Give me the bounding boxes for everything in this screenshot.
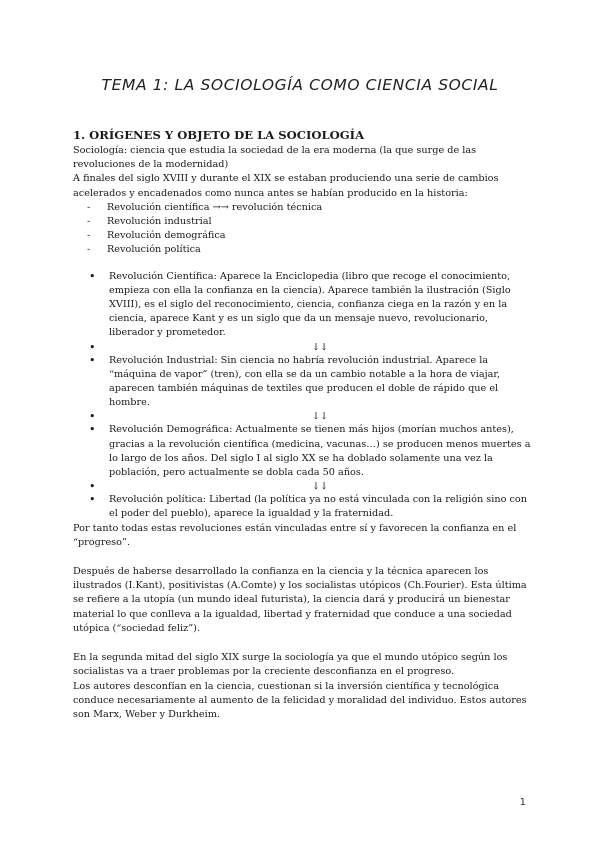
bullet-demographic-revolution: • Revolución Demográfica: Actualmente se tienen más hijos (morían muchos antes), gracias a la revolución científica (medicina, vacunas…) se producen menos muertes a lo largo de los años. Del siglo I al siglo XX se ha doblado solamente una vez la población, pero actualmente se dobla cada 50 años. [89, 423, 531, 480]
dash-item: - Revolución política [87, 243, 531, 257]
bullet-scientific-revolution: • Revolución Científica: Aparece la Enciclopedia (libro que recoge el conocimiento, empieza con ella la confianza en la ciencia). Aparece también la ilustración (Siglo XVIII), es el siglo del reconocimiento, ciencia, confianza ciega en la razón y en la ciencia, aparece Kant y es un siglo que da un mensaje nuevo, revolucionario, liberador y prometedor. [89, 270, 531, 341]
dash-item: - Revolución industrial [87, 215, 531, 229]
intro-definition: Sociología: ciencia que estudia la sociedad de la era moderna (la que surge de las revoluciones de la modernidad) [73, 145, 477, 171]
paragraph-authors: Los autores desconfían en la ciencia, cuestionan si la inversión científica y tecnológica conduce necesariamente al aumento de la felicidad y moralidad del individuo. Estos autores son Marx, Weber y Durkheim. [73, 680, 527, 720]
revolutions-dash-list [73, 201, 531, 258]
dash-item: - Revolución científica →→ revolución técnica [87, 201, 531, 215]
bullet-industrial-revolution: • Revolución Industrial: Sin ciencia no habría revolución industrial. Aparece la “máquina de vapor” (tren), con ella se da un cambio notable a la hora de viajar, aparecen también máquinas de textiles que producen el doble de rápido que el hombre. [89, 354, 531, 411]
down-arrows-icon: • ↓↓ [89, 480, 531, 493]
paragraph-sociology-origin: En la segunda mitad del siglo XIX surge la sociología ya que el mundo utópico según los socialistas va a traer problemas por la creciente desconfianza en el progreso. [73, 652, 508, 678]
document-body [73, 128, 531, 722]
section-heading: 1. ORÍGENES Y OBJETO DE LA SOCIOLOGÍA [73, 128, 365, 142]
bullet-political-revolution: • Revolución política: Libertad (la política ya no está vinculada con la religión sino con el poder del pueblo), aparece la igualdad y la fraternidad. [89, 493, 531, 521]
down-arrows-icon: • ↓↓ [89, 341, 531, 354]
down-arrows-icon: • ↓↓ [89, 410, 531, 423]
page-number: 1 [519, 797, 526, 808]
document-title: TEMA 1: LA SOCIOLOGÍA COMO CIENCIA SOCIAL [101, 76, 499, 94]
intro-context: A finales del siglo XVIII y durante el XIX se estaban produciendo una serie de cambios acelerados y encadenados como nunca antes se habían producido en la historia: [73, 173, 499, 199]
revolutions-bullet-list [73, 270, 531, 522]
paragraph-utopia: Después de haberse desarrollado la confianza en la ciencia y la técnica aparecen los ilustrados (I.Kant), positivistas (A.Comte) y los socialistas utópicos (Ch.Fourier). Esta última se refiere a la utopía (un mundo ideal futurista), la ciencia dará y producirá un bienestar material lo que conlleva a la igualdad, libertad y fraternidad que conduce a una sociedad utópica (“sociedad feliz”). [73, 566, 527, 634]
dash-item: - Revolución demográfica [87, 229, 531, 243]
paragraph-progress: Por tanto todas estas revoluciones están vinculadas entre sí y favorecen la confianza en el “progreso”. [73, 522, 517, 548]
